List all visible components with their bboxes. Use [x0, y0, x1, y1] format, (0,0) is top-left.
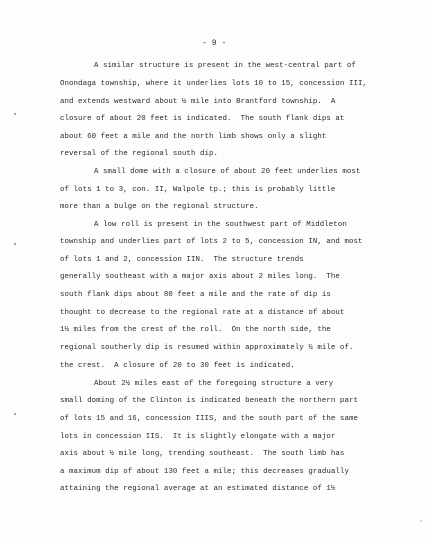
text-line: About 2½ miles east of the foregoing structure a very: [94, 380, 334, 388]
text-line: the crest. A closure of 20 to 30 feet is indicated.: [60, 362, 295, 370]
text-line: thought to decrease to the regional rate at a distance of about: [60, 309, 345, 317]
text-line: of lots 1 to 3, con. II, Walpole tp.; this is probably little: [60, 186, 336, 194]
text-line: Onondaga township, where it underlies lots 10 to 15, concession III,: [60, 80, 368, 88]
text-line: axis about ½ mile long, trending southeast. The south limb has: [60, 450, 345, 458]
text-line: A similar structure is present in the west-central part of: [94, 62, 356, 70]
scan-speck: [420, 520, 422, 522]
text-line: and extends westward about ½ mile into Brantford township. A: [60, 98, 336, 106]
scan-speck: [14, 113, 16, 115]
text-line: small doming of the Clinton is indicated beneath the northern part: [60, 397, 358, 405]
scan-speck: [14, 413, 16, 415]
text-line: about 60 feet a mile and the north limb shows only a slight: [60, 133, 327, 141]
text-line: township and underlies part of lots 2 to 5, concession IN, and most: [60, 238, 363, 246]
text-line: reversal of the regional south dip.: [60, 150, 219, 158]
text-line: generally southeast with a major axis about 2 miles long. The: [60, 273, 340, 281]
text-line: regional southerly dip is resumed within approximately ½ mile of.: [60, 344, 354, 352]
text-line: closure of about 20 feet is indicated. The south flank dips at: [60, 115, 345, 123]
text-line: attaining the regional average at an estimated distance of 1½: [60, 485, 336, 493]
text-line: 1½ miles from the crest of the roll. On the north side, the: [60, 326, 331, 334]
text-line: a maximum dip of about 130 feet a mile; this decreases gradually: [60, 468, 349, 476]
text-line: A low roll is present in the southwest part of Middleton: [94, 221, 347, 229]
text-line: lots in concession IIS. It is slightly elongate with a major: [60, 433, 336, 441]
scan-speck: [14, 243, 16, 245]
page-number: - 9 -: [202, 39, 227, 48]
text-line: of lots 15 and 16, concession IIIS, and the south part of the same: [60, 415, 358, 423]
text-line: of lots 1 and 2, concession IIN. The structure trends: [60, 256, 304, 264]
text-line: A small dome with a closure of about 20 feet underlies most: [94, 168, 361, 176]
text-line: south flank dips about 80 feet a mile and the rate of dip is: [60, 291, 331, 299]
text-line: more than a bulge on the regional structure.: [60, 203, 259, 211]
